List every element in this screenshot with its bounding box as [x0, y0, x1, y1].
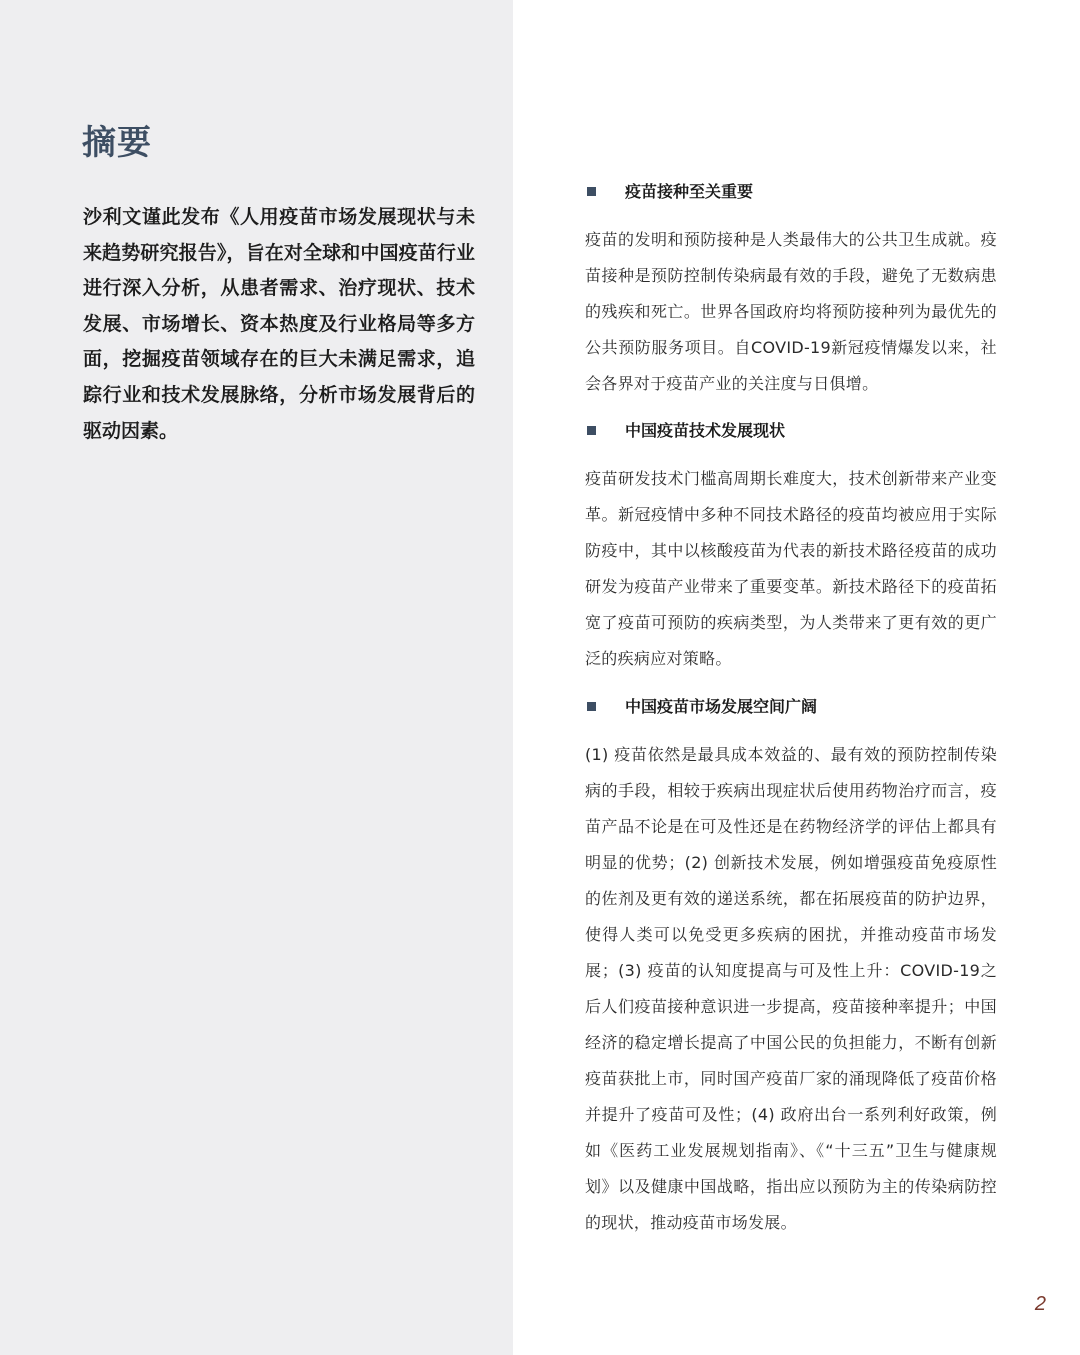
square-bullet-icon	[587, 426, 596, 435]
section-body-tech-status: 疫苗研发技术门槛高周期长难度大，技术创新带来产业变革。新冠疫情中多种不同技术路径的疫苗均被应用于实际防疫中，其中以核酸疫苗为代表的新技术路径疫苗的成功研发为疫苗产业带来了重要变革。新技术路径下的疫苗拓宽了疫苗可预防的疾病类型，为人类带来了更有效的更广泛的疾病应对策略。	[585, 469, 997, 668]
section-body-market-space: (1) 疫苗依然是最具成本效益的、最有效的预防控制传染病的手段，相较于疾病出现症状后使用药物治疗而言，疫苗产品不论是在可及性还是在药物经济学的评估上都具有明显的优势；(2) 创新技术发展，例如增强疫苗免疫原性的佐剂及更有效的递送系统，都在拓展疫苗的防护边界，使得人类可以免受更多疾病的困扰，并推动疫苗市场发展；(3) 疫苗的认知度提高与可及性上升：COVID-19之后人们疫苗接种意识进一步提高，疫苗接种率提升；中国经济的稳定增长提高了中国公民的负担能力，不断有创新疫苗获批上市，同时国产疫苗厂家的涌现降低了疫苗价格并提升了疫苗可及性；(4) 政府出台一系列利好政策，例如《医药工业发展规划指南》、《“十三五”卫生与健康规划》以及健康中国战略，指出应以预防为主的传染病防控的现状，推动疫苗市场发展。	[585, 745, 997, 1232]
section-heading-market-space	[585, 695, 1005, 719]
square-bullet-icon	[587, 702, 596, 711]
section-body-vaccination-importance: 疫苗的发明和预防接种是人类最伟大的公共卫生成就。疫苗接种是预防控制传染病最有效的手段，避免了无数病患的残疾和死亡。世界各国政府均将预防接种列为最优先的公共预防服务项目。自COVID-19新冠疫情爆发以来，社会各界对于疫苗产业的关注度与日俱增。	[585, 230, 997, 393]
page-number: 2	[1034, 1293, 1046, 1315]
section-heading-text: 疫苗接种至关重要	[625, 182, 754, 201]
section-heading-vaccination-importance	[585, 180, 1005, 204]
section-heading-tech-status	[585, 419, 1005, 443]
section-heading-text: 中国疫苗市场发展空间广阔	[625, 697, 818, 716]
page-title: 摘要	[82, 123, 152, 163]
summary-text: 沙利文谨此发布《人用疫苗市场发展现状与未来趋势研究报告》，旨在对全球和中国疫苗行业进行深入分析，从患者需求、治疗现状、技术发展、市场增长、资本热度及行业格局等多方面，挖掘疫苗领域存在的巨大未满足需求，追踪行业和技术发展脉络，分析市场发展背后的驱动因素。	[83, 206, 475, 442]
square-bullet-icon	[587, 187, 596, 196]
section-heading-text: 中国疫苗技术发展现状	[625, 421, 786, 440]
